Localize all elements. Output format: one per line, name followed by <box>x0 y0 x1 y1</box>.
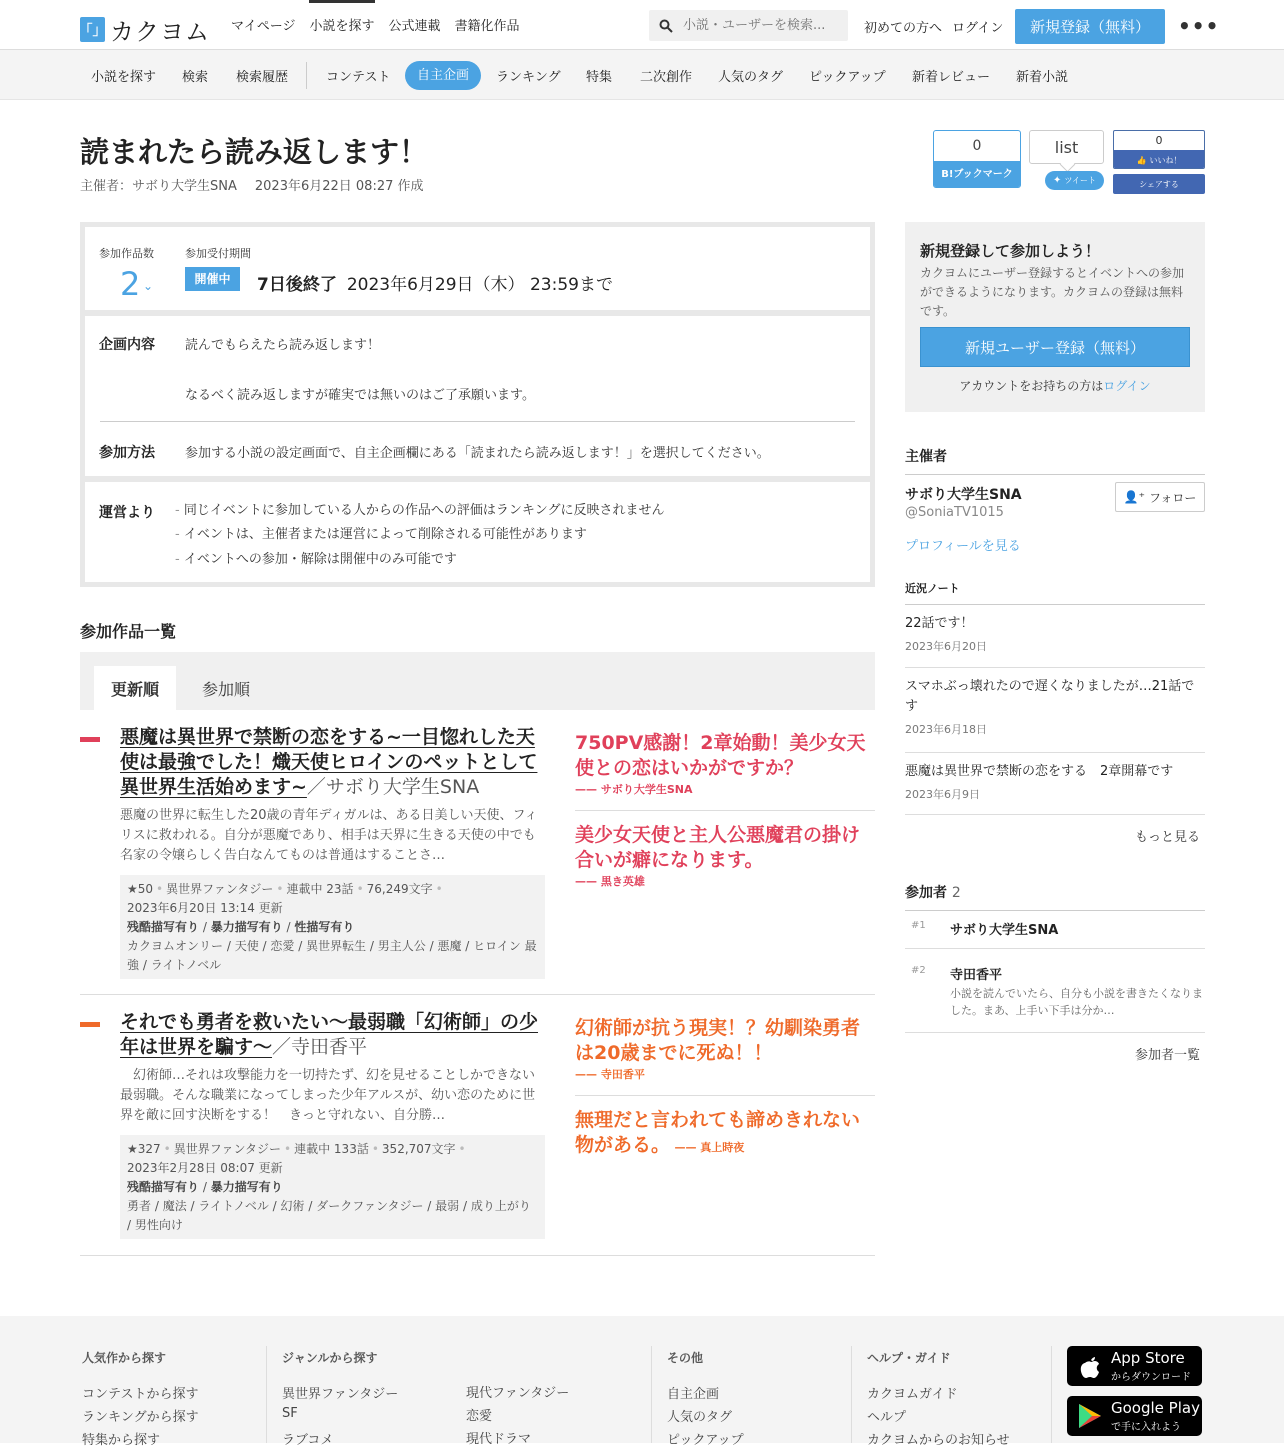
profile-link[interactable]: プロフィールを見る <box>905 539 1021 554</box>
note-date: 2023年6月20日 <box>905 640 987 653</box>
footer-link[interactable]: SF <box>282 1406 298 1421</box>
works-heading: 参加作品一覧 <box>80 622 177 641</box>
notice-item: - 同じイベントに参加している人からの作品への評価はランキングに反映されません <box>175 503 665 518</box>
note-date: 2023年6月18日 <box>905 723 987 736</box>
list-button[interactable]: list <box>1029 130 1104 164</box>
note-title: 悪魔は異世界で禁断の恋をする 2章開幕です <box>905 764 1174 779</box>
footer-link[interactable]: 自主企画 <box>667 1387 720 1402</box>
sub-nav <box>0 50 1284 100</box>
footer-link[interactable]: ヘルプ <box>867 1410 907 1425</box>
footer-divider <box>266 1346 267 1443</box>
hatena-label: B!ブックマーク <box>934 161 1020 188</box>
appstore-title: App Store <box>1111 1349 1185 1367</box>
review-text: 無理だと言われても諦めきれない物がある。 <box>575 1109 861 1156</box>
work-author-link[interactable]: ／寺田香平 <box>272 1036 368 1058</box>
footer-link[interactable]: 現代ドラマ <box>466 1432 532 1447</box>
footer-col-other <box>667 1349 744 1452</box>
status-badge: 開催中 <box>185 267 240 291</box>
participant-item[interactable] <box>905 904 1205 949</box>
work-description: 悪魔の世界に転生した20歳の青年ディガルは、ある日美しい天使、フィリスに救われる。自分が悪魔であり、相手は天界に生きる天使の中でも名家の令嬢らしく告白なんてものは普通はすることさ… <box>120 808 538 863</box>
count-label: 参加作品数 <box>99 247 154 260</box>
work-title-link[interactable]: 悪魔は異世界で禁断の恋をする~一目惚れした天使は最強でした！熾天使ヒロインのペットとして異世界生活始めます~ <box>120 726 538 798</box>
logo[interactable] <box>80 12 210 47</box>
app-store-badge[interactable] <box>1067 1346 1202 1386</box>
nav-official[interactable]: 公式連載 <box>388 19 441 34</box>
event-info-panel <box>80 222 875 587</box>
content-label: 企画内容 <box>99 337 155 353</box>
subnav-features[interactable]: 特集 <box>586 70 613 85</box>
signup-description: カクヨムにユーザー登録するとイベントへの参加ができるようになります。カクヨムの登録は無料です。 <box>920 266 1185 318</box>
divider <box>100 421 855 422</box>
header-nav <box>231 0 534 50</box>
participant-name: 寺田香平 <box>950 968 1003 983</box>
work-updated: 2023年6月20日 13:14 更新 <box>127 901 283 915</box>
work-meta <box>120 875 545 979</box>
review-text: 750PV感謝！2章始動！美少女天使との恋はいかがですか？ <box>575 732 866 779</box>
more-menu-icon[interactable]: ••• <box>1178 14 1220 38</box>
footer-heading: その他 <box>667 1351 704 1365</box>
work-title <box>120 725 540 800</box>
site-footer <box>0 1316 1284 1448</box>
page-title: 読まれたら読み返します！ <box>80 135 429 169</box>
host-link[interactable]: 主催者：サボり大学生SNA <box>80 179 237 194</box>
note-title: 22話です！ <box>905 616 974 631</box>
participant-item[interactable] <box>905 949 1205 1033</box>
participant-name: サボり大学生SNA <box>950 923 1059 938</box>
deadline-date: 2023年6月29日（木） 23:59まで <box>346 275 613 295</box>
nav-find-novels[interactable]: 小説を探す <box>309 0 374 50</box>
facebook-share-button[interactable]: シェアする <box>1113 174 1205 194</box>
subnav-history[interactable]: 検索履歴 <box>236 70 289 85</box>
tag-link[interactable]: 異世界転生 <box>306 939 367 953</box>
google-play-icon <box>1077 1402 1103 1430</box>
footer-link[interactable]: 異世界ファンタジー <box>282 1387 399 1402</box>
subnav-events[interactable]: 自主企画 <box>405 61 481 90</box>
tag-link[interactable]: 恋愛 <box>270 939 295 953</box>
signup-login-text: アカウントをお持ちの方はログイン <box>959 379 1151 393</box>
work-meta <box>120 1135 545 1239</box>
ends-in: 7日後終了 <box>257 275 337 295</box>
organizer-heading: 主催者 <box>905 446 1205 475</box>
nav-mypage[interactable]: マイページ <box>231 19 296 34</box>
note-item[interactable] <box>905 762 1205 815</box>
sort-tabs <box>80 652 875 710</box>
note-title: スマホぶっ壊れたので遅くなりましたが…21話です <box>905 679 1195 714</box>
entry-count[interactable]: 2 <box>120 265 141 303</box>
work-title-link[interactable]: それでも勇者を救いたい〜最弱職「幻術師」の少年は世界を騙す〜 <box>120 1011 539 1058</box>
signup-title: 新規登録して参加しよう！ <box>920 242 1101 260</box>
footer-link[interactable]: ピックアップ <box>667 1433 744 1448</box>
subnav-ranking[interactable]: ランキング <box>496 70 561 85</box>
subnav-find[interactable]: 小説を探す <box>91 70 157 85</box>
logo-mark-icon: 「」 <box>80 17 105 42</box>
work-warnings: 残酷描写有り / 暴力描写有り <box>127 1180 283 1194</box>
footer-divider <box>851 1346 852 1443</box>
subnav-pickup[interactable]: ピックアップ <box>809 70 886 85</box>
work-item <box>80 725 875 995</box>
review-author: —— 真上時夜 <box>674 1141 745 1154</box>
hatena-count: 0 <box>972 138 982 154</box>
period-label: 参加受付期間 <box>185 247 251 260</box>
tag-link[interactable]: ヒロイン <box>473 939 521 953</box>
tag-link[interactable]: カクヨムオンリー <box>127 939 224 953</box>
participants-list-link[interactable]: 参加者一覧 <box>1135 1048 1201 1063</box>
review-author: —— サボり大学生SNA <box>575 783 693 796</box>
participant-number: #2 <box>911 965 926 976</box>
site-header <box>0 0 1284 50</box>
created-date: 2023年6月22日 08:27 作成 <box>254 179 424 194</box>
googleplay-subtitle: で手に入れよう <box>1111 1422 1181 1433</box>
googleplay-title: Google Play <box>1111 1399 1200 1417</box>
subnav-tags[interactable]: 人気のタグ <box>718 70 784 85</box>
sidebar-login-link[interactable]: ログイン <box>1103 379 1151 393</box>
review-item[interactable] <box>575 1108 875 1168</box>
work-warnings: 残酷描写有り / 暴力描写有り / 性描写有り <box>127 920 355 934</box>
notice-item: - イベントへの参加・解除は開催中のみ可能です <box>175 552 457 567</box>
login-link[interactable]: ログイン <box>952 21 1004 36</box>
register-button[interactable]: 新規登録（無料） <box>1015 9 1165 44</box>
google-play-badge[interactable] <box>1067 1396 1202 1436</box>
content-line1: 読んでもらえたら読み返します！ <box>185 338 381 353</box>
footer-link[interactable]: 現代ファンタジー <box>466 1386 570 1401</box>
signup-button[interactable]: 新規ユーザー登録（無料） <box>920 327 1190 367</box>
twitter-icon: ✦ <box>1053 175 1062 186</box>
tag-link[interactable]: 男主人公 <box>377 939 426 953</box>
subnav-reviews[interactable]: 新着レビュー <box>912 70 991 85</box>
tag-link[interactable]: ライトノベル <box>150 958 222 972</box>
footer-col-genre-2 <box>466 1382 569 1451</box>
participant-description: 小説を読んでいたら、自分も小説を書きたくなりました。まあ、上手い下手は分か… <box>950 987 1203 1017</box>
thumbs-up-icon: 👍 <box>1136 155 1147 165</box>
footer-heading: ヘルプ・ガイド <box>867 1351 951 1365</box>
organizer-name[interactable]: サボり大学生SNA <box>905 487 1022 503</box>
add-user-icon: 👤⁺ <box>1123 490 1145 504</box>
hatena-bookmark-button[interactable] <box>933 130 1021 188</box>
appstore-subtitle: からダウンロード <box>1111 1372 1191 1383</box>
tweet-label: ツイート <box>1064 176 1096 185</box>
tag-link[interactable]: 天使 <box>234 939 259 953</box>
notice-item: - イベントは、主催者または運営によって削除される可能性があります <box>175 527 587 542</box>
footer-divider <box>1051 1346 1052 1443</box>
fb-like-count: 0 <box>1155 134 1163 147</box>
review-item[interactable] <box>575 823 875 893</box>
participants-heading: 参加者 2 <box>905 882 1205 911</box>
footer-link[interactable]: カクヨムからのお知らせ <box>867 1433 1010 1448</box>
tag-link[interactable]: 魔法 <box>162 1199 187 1213</box>
tag-link[interactable]: 最強 <box>127 939 537 972</box>
footer-col-genre <box>282 1349 398 1452</box>
footer-link[interactable]: 恋愛 <box>466 1409 493 1424</box>
review-author: —— 寺田香平 <box>575 1068 645 1081</box>
work-title <box>120 1010 540 1060</box>
notes-heading: 近況ノート <box>905 580 1205 605</box>
notice-label: 運営より <box>99 505 155 521</box>
first-time-link[interactable]: 初めての方へ <box>864 21 943 36</box>
subnav-fanfic[interactable]: 二次創作 <box>640 70 693 85</box>
note-item[interactable] <box>905 614 1205 668</box>
fb-like-label <box>1114 150 1204 169</box>
logo-text: カクヨム <box>110 18 210 46</box>
search-box[interactable] <box>649 10 848 41</box>
event-meta <box>80 175 424 194</box>
tag-link[interactable]: 悪魔 <box>437 939 462 953</box>
work-item <box>80 1010 875 1256</box>
work-tags: カクヨムオンリー / 天使 / 恋愛 / 異世界転生 / 男主人公 / 悪魔 / ヒロイン 最強 / ライトノベル <box>127 939 537 972</box>
work-author-link[interactable]: ／サボり大学生SNA <box>306 776 480 798</box>
fb-like-text: いいね！ <box>1149 155 1182 165</box>
footer-link[interactable]: カクヨムガイド <box>867 1387 958 1402</box>
participant-number: #1 <box>911 920 926 931</box>
method-text: 参加する小説の設定画面で、自主企画欄にある「読まれたら読み返します！」を選択してください。 <box>185 446 770 461</box>
footer-divider <box>651 1346 652 1443</box>
tag-link[interactable]: 最弱 <box>435 1199 460 1213</box>
tag-link[interactable]: 成り上がり <box>470 1199 531 1213</box>
note-date: 2023年6月9日 <box>905 788 980 801</box>
review-item[interactable] <box>575 731 875 811</box>
subnav-search[interactable]: 検索 <box>182 70 209 85</box>
notes-more-link[interactable]: もっと見る <box>1135 830 1201 845</box>
subnav-new[interactable]: 新着小説 <box>1016 70 1069 85</box>
tweet-button[interactable] <box>1045 171 1104 190</box>
nav-books[interactable]: 書籍化作品 <box>454 19 520 34</box>
footer-link[interactable]: ランキングから探す <box>82 1410 199 1425</box>
tab-updated[interactable]: 更新順 <box>94 666 176 710</box>
review-text: 美少女天使と主人公悪魔君の掛け合いが癖になります。 <box>575 824 861 871</box>
search-input[interactable] <box>683 18 843 33</box>
work-description: 幻術師…それは攻撃能力を一切持たず、幻を見せることしかできない最弱職。そんな職業になってしまった少年アルスが、幼い恋のために世界を敵に回す決断をする！ きっと守れない、自分勝… <box>120 1068 536 1123</box>
review-text: 幻術師が抗う現実！？幼馴染勇者は20歳までに死ぬ！！ <box>575 1017 861 1064</box>
tag-link[interactable]: 幻術 <box>280 1199 305 1213</box>
follow-label: フォロー <box>1148 490 1197 505</box>
method-label: 参加方法 <box>99 445 155 461</box>
tag-link[interactable]: 勇者 <box>127 1199 152 1213</box>
review-author: —— 黒き英雄 <box>575 875 645 888</box>
footer-link[interactable]: 特集から探す <box>82 1433 161 1448</box>
work-color-bar <box>80 737 100 742</box>
review-item[interactable] <box>575 1016 875 1096</box>
content-line2: なるべく読み返しますが確実では無いのはご了承願います。 <box>185 388 535 403</box>
apple-logo-icon <box>1079 1353 1103 1379</box>
footer-heading: 人気作から探す <box>82 1351 167 1365</box>
tag-link[interactable]: ダークファンタジー <box>316 1199 424 1213</box>
footer-link[interactable]: 人気のタグ <box>667 1410 733 1425</box>
footer-link[interactable]: コンテストから探す <box>82 1387 199 1402</box>
subnav-contest[interactable]: コンテスト <box>326 70 391 85</box>
work-stats: ★327 • 異世界ファンタジー • 連載中 133話 • 352,707文字 • <box>127 1142 466 1156</box>
work-tags: 勇者 / 魔法 / ライトノベル / 幻術 / ダークファンタジー / 最弱 / 成り上がり / 男性向け <box>127 1199 531 1232</box>
event-notices <box>85 482 870 582</box>
organizer-id: @SoniaTV1015 <box>905 505 1004 520</box>
signup-panel <box>905 222 1205 412</box>
footer-col-popular <box>82 1349 199 1452</box>
tag-link[interactable]: 男性向け <box>134 1218 183 1232</box>
footer-col-help <box>867 1349 1010 1452</box>
work-color-bar <box>80 1022 100 1027</box>
search-icon <box>659 19 673 33</box>
event-details <box>85 316 870 476</box>
facebook-like-button[interactable] <box>1113 130 1205 169</box>
work-updated: 2023年2月28日 08:07 更新 <box>127 1161 283 1175</box>
footer-link[interactable]: ラブコメ <box>282 1433 334 1448</box>
work-stats: ★50 • 異世界ファンタジー • 連載中 23話 • 76,249文字 • <box>127 882 443 896</box>
tab-joined[interactable]: 参加順 <box>202 680 251 699</box>
tag-link[interactable]: ライトノベル <box>198 1199 269 1213</box>
event-summary <box>85 227 870 310</box>
chevron-down-icon[interactable]: ⌄ <box>143 279 154 293</box>
subnav-divider <box>306 62 307 89</box>
follow-button[interactable] <box>1115 482 1205 512</box>
deadline-text <box>257 270 613 295</box>
note-item[interactable] <box>905 677 1205 753</box>
footer-heading: ジャンルから探す <box>282 1351 378 1365</box>
